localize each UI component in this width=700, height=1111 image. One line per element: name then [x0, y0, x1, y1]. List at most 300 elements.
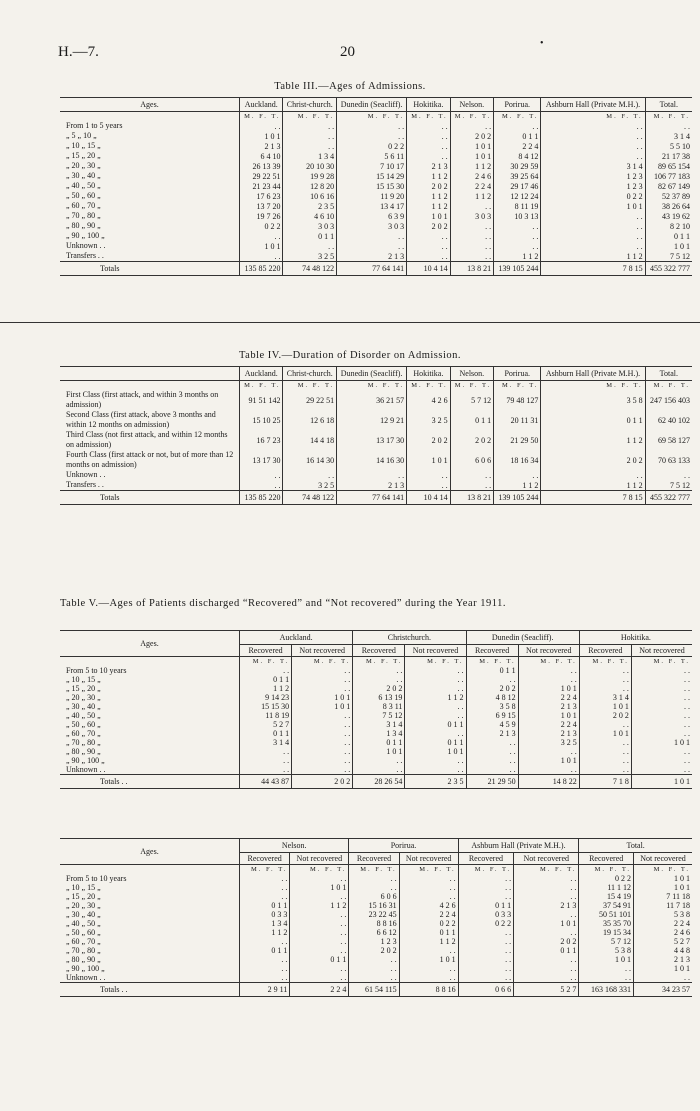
mft-label: M. F. T. [458, 865, 514, 875]
totals-cell: 21 29 50 [466, 775, 518, 789]
table-cell: 1 0 1 [645, 241, 692, 251]
col-header-ages: Ages. [140, 100, 159, 109]
table-cell: 2 4 6 [450, 171, 493, 181]
table-cell: 12 12 24 [494, 191, 541, 201]
totals-cell: 135 85 220 [240, 491, 283, 505]
table-cell: . . [458, 937, 514, 946]
col-header-not-recovered: Not recovered [292, 645, 353, 657]
table-cell: . . [283, 141, 337, 151]
table-cell: . . [541, 121, 645, 131]
table3-title: Table III.—Ages of Admissions. [274, 81, 426, 92]
table-cell: 3 1 4 [541, 161, 645, 171]
table-cell: . . [349, 955, 399, 964]
table-cell: 2 1 3 [518, 729, 579, 738]
table-cell: 1 1 2 [240, 928, 290, 937]
mft-spacer [60, 657, 240, 667]
table-cell: 2 1 3 [514, 901, 579, 910]
table-cell: . . [399, 874, 458, 883]
table-cell: 50 51 101 [579, 910, 634, 919]
table-cell: 5 5 10 [645, 141, 692, 151]
table-cell: . . [458, 892, 514, 901]
table-cell: 82 67 149 [645, 181, 692, 191]
table-cell: 1 2 3 [349, 937, 399, 946]
totals-cell: 455 322 777 [645, 491, 692, 505]
table-cell: . . [349, 973, 399, 983]
table-cell: . . [579, 973, 634, 983]
table-cell: . . [466, 675, 518, 684]
mft-label: M. F. T. [450, 112, 493, 122]
table-row [60, 121, 692, 131]
table-cell: . . [450, 121, 493, 131]
table-cell: 2 2 4 [634, 919, 692, 928]
table-cell: . . [407, 231, 450, 241]
table-cell: 2 1 3 [634, 955, 692, 964]
col-header-recovered: Recovered [349, 853, 399, 865]
table-cell: . . [292, 747, 353, 756]
table-cell: 11 7 18 [634, 901, 692, 910]
table-cell: 7 5 12 [645, 480, 692, 491]
row-label: From 5 to 10 years [66, 666, 127, 675]
col-header-institution: Christchurch. [353, 631, 466, 645]
table-cell: . . [292, 738, 353, 747]
row-label: „ 15 „ 20 „ [66, 151, 101, 160]
table-cell: . . [337, 131, 407, 141]
table-cell: . . [514, 964, 579, 973]
table-cell: 0 1 1 [405, 720, 466, 729]
totals-cell: 455 322 777 [645, 262, 692, 276]
col-header-not-recovered: Not recovered [634, 853, 692, 865]
table-cell: . . [541, 221, 645, 231]
table-cell: . . [240, 973, 290, 983]
totals-cell: 7 8 15 [541, 491, 645, 505]
table-cell: . . [337, 470, 407, 480]
table-cell: . . [631, 756, 692, 765]
table-row [60, 171, 692, 181]
table-cell: . . [337, 241, 407, 251]
row-label: „ 30 „ 40 „ [66, 910, 101, 919]
table-cell: . . [292, 729, 353, 738]
table-cell: 1 0 1 [634, 883, 692, 892]
table-cell: . . [292, 675, 353, 684]
col-header-recovered: Recovered [458, 853, 514, 865]
row-label: „ 15 „ 20 „ [66, 892, 101, 901]
table-cell: 0 2 2 [458, 919, 514, 928]
row-label: „ 90 „ 100 „ [66, 964, 105, 973]
table-cell: . . [399, 964, 458, 973]
table-row [60, 711, 692, 720]
table-cell: . . [634, 973, 692, 983]
table-cell: 0 2 2 [541, 191, 645, 201]
mft-label: M. F. T. [494, 112, 541, 122]
totals-cell: 2 3 5 [405, 775, 466, 789]
table-cell: . . [518, 747, 579, 756]
col-header-not-recovered: Not recovered [399, 853, 458, 865]
table-cell: . . [405, 702, 466, 711]
row-label: Transfers . . [66, 251, 104, 260]
table-cell: 2 0 2 [579, 711, 631, 720]
col-header-recovered: Recovered [579, 853, 634, 865]
table-cell: . . [407, 141, 450, 151]
table-cell: 2 0 2 [541, 450, 645, 470]
table-row [60, 450, 692, 470]
row-label: „ 20 „ 30 „ [66, 901, 101, 910]
table-cell: 2 0 2 [349, 946, 399, 955]
table-cell: . . [514, 973, 579, 983]
table-row [60, 955, 692, 964]
row-label: „ 50 „ 60 „ [66, 191, 101, 200]
table-cell: . . [405, 684, 466, 693]
table-cell: . . [240, 874, 290, 883]
table-cell: 4 2 6 [407, 390, 450, 410]
totals-cell: 2 9 11 [240, 983, 290, 997]
table-cell: 1 1 2 [494, 480, 541, 491]
table-cell: 6 6 12 [349, 928, 399, 937]
col-header-institution: Porirua. [349, 839, 458, 853]
table-cell: 1 1 2 [450, 191, 493, 201]
table-cell: 1 0 1 [450, 141, 493, 151]
table-cell: 2 2 4 [518, 720, 579, 729]
table-cell: 1 0 1 [579, 729, 631, 738]
totals-cell: 2 0 2 [292, 775, 353, 789]
table-cell: 1 0 1 [450, 151, 493, 161]
table-cell: 1 3 4 [283, 151, 337, 161]
table-cell: 0 1 1 [645, 231, 692, 241]
table-cell: 7 5 12 [645, 251, 692, 262]
table-cell: 15 15 30 [337, 181, 407, 191]
table-cell: 1 0 1 [240, 131, 283, 141]
mft-label: M. F. T. [240, 865, 290, 875]
page-number: 20 [340, 44, 355, 60]
table-cell: . . [631, 747, 692, 756]
table-cell: 1 1 2 [541, 251, 645, 262]
table-cell: . . [579, 765, 631, 775]
row-label: Unknown . . [66, 241, 106, 250]
table-cell: 3 0 3 [283, 221, 337, 231]
table-cell: . . [337, 121, 407, 131]
table-cell: 26 13 39 [240, 161, 283, 171]
col-header-institution: Nelson. [450, 98, 493, 112]
row-label: „ 80 „ 90 „ [66, 955, 101, 964]
table-cell: 1 0 1 [514, 919, 579, 928]
margin-mark: • [540, 38, 544, 49]
table-cell: . . [290, 937, 349, 946]
table-cell: . . [579, 964, 634, 973]
table-cell: 15 10 25 [240, 410, 283, 430]
table-cell: 13 17 30 [240, 450, 283, 470]
table-cell: . . [353, 756, 405, 765]
totals-cell: 139 105 244 [494, 262, 541, 276]
table-row [60, 201, 692, 211]
table-cell: . . [518, 666, 579, 675]
table-cell: . . [290, 892, 349, 901]
totals-cell: 0 6 6 [458, 983, 514, 997]
table-cell: 12 9 21 [337, 410, 407, 430]
table-cell: 2 0 2 [407, 181, 450, 191]
col-header-institution: Hokitika. [407, 98, 450, 112]
table4-duration-of-disorder [60, 366, 692, 505]
row-label: „ 90 „ 100 „ [66, 231, 105, 240]
mft-label: M. F. T. [337, 112, 407, 122]
mft-label: M. F. T. [337, 381, 407, 391]
mft-label: M. F. T. [541, 112, 645, 122]
row-label: „ 70 „ 80 „ [66, 738, 101, 747]
table-cell: . . [541, 141, 645, 151]
table-cell: . . [240, 765, 292, 775]
table-cell: 79 48 127 [494, 390, 541, 410]
table5-part-a [60, 630, 692, 789]
table-cell: 3 0 3 [337, 221, 407, 231]
mft-label: M. F. T. [405, 657, 466, 667]
table-cell: 0 1 1 [458, 901, 514, 910]
table-cell: . . [349, 874, 399, 883]
table-cell: 12 6 18 [283, 410, 337, 430]
table-cell: . . [405, 765, 466, 775]
table-row [60, 892, 692, 901]
table-cell: 1 0 1 [405, 747, 466, 756]
table-cell: . . [450, 201, 493, 211]
table-cell: . . [407, 241, 450, 251]
table-cell: 1 1 2 [407, 171, 450, 181]
table-cell: . . [631, 666, 692, 675]
table-row [60, 919, 692, 928]
row-label: From 5 to 10 years [66, 874, 127, 883]
table-cell: 2 0 2 [407, 221, 450, 231]
mft-label: M. F. T. [518, 657, 579, 667]
table-cell: . . [240, 231, 283, 241]
table-cell: . . [518, 675, 579, 684]
table-cell: 29 22 51 [283, 390, 337, 410]
table-cell: 3 1 4 [579, 693, 631, 702]
table-cell: . . [407, 121, 450, 131]
table-cell: 43 19 62 [645, 211, 692, 221]
col-header-recovered: Recovered [240, 853, 290, 865]
table-cell: . . [458, 874, 514, 883]
table-cell: . . [579, 684, 631, 693]
table-cell: 106 77 183 [645, 171, 692, 181]
mft-label: M. F. T. [353, 657, 405, 667]
table-cell: 2 1 3 [240, 141, 283, 151]
table-cell: 1 0 1 [407, 211, 450, 221]
table-cell: . . [407, 131, 450, 141]
table-cell: . . [399, 892, 458, 901]
totals-cell: 139 105 244 [494, 491, 541, 505]
col-header-institution: Ashburn Hall (Private M.H.). [541, 367, 645, 381]
table-cell: . . [349, 883, 399, 892]
table-cell: 1 1 2 [405, 693, 466, 702]
table-cell: 0 1 1 [290, 955, 349, 964]
mft-label: M. F. T. [292, 657, 353, 667]
table-cell: 4 2 6 [399, 901, 458, 910]
table-row [60, 161, 692, 171]
table-cell: 0 1 1 [240, 675, 292, 684]
table-row [60, 430, 692, 450]
mft-label: M. F. T. [240, 657, 292, 667]
table-cell: . . [353, 675, 405, 684]
table-cell: 2 2 4 [494, 141, 541, 151]
table-cell: 0 1 1 [494, 131, 541, 141]
table-cell: . . [458, 928, 514, 937]
table-cell: . . [349, 964, 399, 973]
table-cell: . . [514, 892, 579, 901]
table-cell: 10 3 13 [494, 211, 541, 221]
table-cell: . . [240, 937, 290, 946]
totals-cell: 77 64 141 [337, 491, 407, 505]
table-cell: . . [283, 241, 337, 251]
table-cell: 3 0 3 [450, 211, 493, 221]
table-cell: 36 21 57 [337, 390, 407, 410]
row-label: „ 40 „ 50 „ [66, 181, 101, 190]
table-cell: . . [292, 666, 353, 675]
table-cell: 2 3 5 [283, 201, 337, 211]
table-cell: 4 8 12 [466, 693, 518, 702]
table-cell: 7 5 12 [353, 711, 405, 720]
mft-label: M. F. T. [450, 381, 493, 391]
table-cell: 1 0 1 [541, 201, 645, 211]
totals-cell: 34 23 57 [634, 983, 692, 997]
table-row [60, 141, 692, 151]
table-cell: . . [240, 121, 283, 131]
table-cell: 2 0 2 [353, 684, 405, 693]
table-cell: . . [240, 955, 290, 964]
table-cell: 8 11 19 [494, 201, 541, 211]
table-row [60, 729, 692, 738]
table-cell: 0 2 2 [399, 919, 458, 928]
col-header-not-recovered: Not recovered [290, 853, 349, 865]
mft-label: M. F. T. [407, 381, 450, 391]
col-header-institution: Total. [645, 98, 692, 112]
mft-label: M. F. T. [541, 381, 645, 391]
table-cell: . . [450, 241, 493, 251]
col-header-ages: Ages. [140, 639, 159, 648]
table-cell: 6 4 10 [240, 151, 283, 161]
table-cell: . . [405, 729, 466, 738]
table-cell: 37 54 91 [579, 901, 634, 910]
col-header-institution: Total. [645, 367, 692, 381]
table-cell: . . [407, 480, 450, 491]
mft-label: M. F. T. [466, 657, 518, 667]
table-cell: 7 11 18 [634, 892, 692, 901]
table-cell: . . [541, 241, 645, 251]
table-row [60, 231, 692, 241]
table-cell: . . [290, 919, 349, 928]
table-cell: . . [240, 747, 292, 756]
row-label: Unknown . . [66, 470, 106, 479]
table-cell: . . [405, 756, 466, 765]
row-label: „ 60 „ 70 „ [66, 201, 101, 210]
table-row [60, 181, 692, 191]
col-header-institution: Ashburn Hall (Private M.H.). [541, 98, 645, 112]
table-cell: 17 6 23 [240, 191, 283, 201]
row-label: Unknown . . [66, 973, 106, 982]
row-label: „ 80 „ 90 „ [66, 747, 101, 756]
table-cell: 1 1 2 [399, 937, 458, 946]
table-cell: . . [458, 964, 514, 973]
table-cell: . . [450, 221, 493, 231]
table-cell: 3 2 5 [283, 251, 337, 262]
mft-label: M. F. T. [283, 381, 337, 391]
table-cell: . . [541, 211, 645, 221]
totals-label: Totals [60, 262, 240, 276]
table-cell: 0 1 1 [514, 946, 579, 955]
table-cell: . . [292, 720, 353, 729]
col-header-not-recovered: Not recovered [518, 645, 579, 657]
table-cell: . . [399, 946, 458, 955]
table-cell: . . [514, 955, 579, 964]
table-cell: 6 0 6 [349, 892, 399, 901]
table-cell: . . [290, 910, 349, 919]
table-cell: 2 1 3 [407, 161, 450, 171]
row-label: „ 40 „ 50 „ [66, 919, 101, 928]
table-cell: 2 4 6 [634, 928, 692, 937]
table-row [60, 874, 692, 883]
row-label: „ 80 „ 90 „ [66, 221, 101, 230]
page-header-reference: H.—7. [58, 44, 99, 60]
row-label: „ 40 „ 50 „ [66, 711, 101, 720]
table-cell: 6 9 15 [466, 711, 518, 720]
table-cell: . . [579, 666, 631, 675]
table-cell: 0 1 1 [405, 738, 466, 747]
table-cell: 0 2 2 [579, 874, 634, 883]
table-cell: . . [450, 251, 493, 262]
row-label: „ 10 „ 15 „ [66, 675, 101, 684]
table-cell: 1 3 4 [240, 919, 290, 928]
table-cell: . . [407, 470, 450, 480]
mft-spacer [60, 865, 240, 875]
table-cell: . . [458, 973, 514, 983]
table-cell: . . [541, 231, 645, 241]
table-cell: . . [283, 470, 337, 480]
row-label: „ 30 „ 40 „ [66, 702, 101, 711]
table-cell: 1 0 1 [407, 450, 450, 470]
table-row [60, 470, 692, 480]
table-row [60, 410, 692, 430]
table-cell: 38 26 64 [645, 201, 692, 211]
table-cell: 3 1 4 [240, 738, 292, 747]
col-header-recovered: Recovered [240, 645, 292, 657]
table-cell: 52 37 89 [645, 191, 692, 201]
table-cell: . . [407, 251, 450, 262]
table-cell: 8 3 11 [353, 702, 405, 711]
table-cell: 1 1 2 [541, 430, 645, 450]
mft-spacer [60, 112, 240, 122]
table-cell: 0 2 2 [240, 221, 283, 231]
table-cell: 1 0 1 [518, 684, 579, 693]
table-cell: 4 5 9 [466, 720, 518, 729]
table-cell: 1 0 1 [292, 702, 353, 711]
totals-cell: 1 0 1 [631, 775, 692, 789]
table-cell: . . [631, 702, 692, 711]
col-header-institution: Porirua. [494, 367, 541, 381]
table-cell: . . [240, 666, 292, 675]
table-cell: . . [631, 711, 692, 720]
totals-cell: 13 8 21 [450, 491, 493, 505]
table-cell: . . [579, 720, 631, 729]
table-cell: 19 15 34 [579, 928, 634, 937]
table-cell: 0 1 1 [240, 901, 290, 910]
table-row [60, 901, 692, 910]
totals-cell: 135 85 220 [240, 262, 283, 276]
table-cell: 9 14 23 [240, 693, 292, 702]
table-cell: 2 2 4 [518, 693, 579, 702]
table-cell: 1 1 2 [290, 901, 349, 910]
row-label: „ 10 „ 15 „ [66, 141, 101, 150]
table-cell: 35 35 70 [579, 919, 634, 928]
table-cell: 1 0 1 [353, 747, 405, 756]
table-row [60, 666, 692, 675]
row-label: „ 50 „ 60 „ [66, 720, 101, 729]
table-cell: 21 23 44 [240, 181, 283, 191]
table-cell: . . [579, 756, 631, 765]
